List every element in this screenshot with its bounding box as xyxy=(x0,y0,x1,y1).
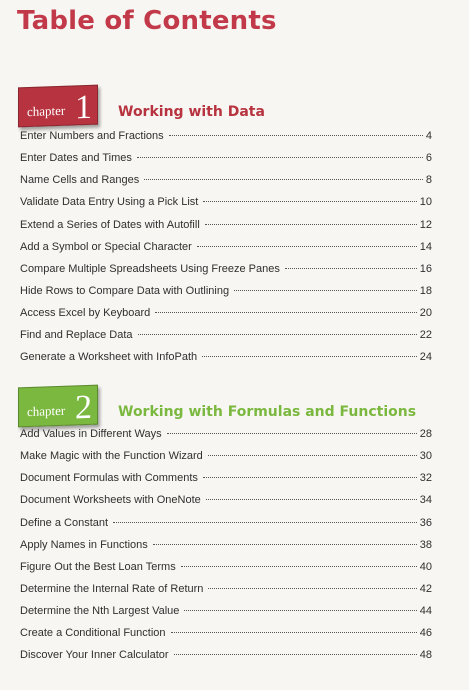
toc-entry-label: Figure Out the Best Loan Terms xyxy=(20,560,176,573)
toc-entry-label: Make Magic with the Function Wizard xyxy=(20,450,203,463)
dot-leader xyxy=(138,334,417,335)
toc-entry-label: Determine the Internal Rate of Return xyxy=(20,582,204,595)
chapter-badge-number: 2 xyxy=(75,388,92,427)
toc-entry-page-number: 24 xyxy=(419,351,432,364)
toc-entry-label: Enter Dates and Times xyxy=(20,152,132,165)
toc-entry-page-number: 40 xyxy=(419,560,432,573)
toc-entry-page-number: 36 xyxy=(419,516,432,529)
toc-entry-page-number: 48 xyxy=(419,649,432,662)
dot-leader xyxy=(153,544,417,545)
toc-entry[interactable] xyxy=(20,174,432,196)
toc-entry[interactable] xyxy=(20,196,432,218)
toc-entry-page-number: 28 xyxy=(419,428,432,440)
toc-entry-label: Determine the Nth Largest Value xyxy=(20,605,180,618)
toc-entry-label: Define a Constant xyxy=(20,516,109,529)
dot-leader xyxy=(208,588,416,589)
toc-entry[interactable] xyxy=(20,351,432,373)
toc-entry-page-number: 14 xyxy=(419,240,432,253)
toc-entry-page-number: 16 xyxy=(419,262,432,275)
toc-entry[interactable] xyxy=(20,130,432,152)
chapter-badge xyxy=(18,385,98,428)
toc-entry-page-number: 34 xyxy=(419,494,432,507)
toc-entry-page-number: 8 xyxy=(425,174,432,187)
toc-entry-page-number: 38 xyxy=(419,538,432,551)
toc-entry[interactable] xyxy=(20,285,432,307)
toc-entry[interactable] xyxy=(20,605,432,627)
toc-entry[interactable] xyxy=(20,627,432,649)
toc-entry-page-number: 44 xyxy=(419,605,432,618)
toc-entry-label: Document Formulas with Comments xyxy=(20,472,198,485)
toc-entry-page-number: 18 xyxy=(419,284,432,297)
page-title: Table of Contents xyxy=(17,6,277,36)
dot-leader xyxy=(203,201,416,202)
toc-entry-label: Hide Rows to Compare Data with Outlining xyxy=(20,284,230,297)
chapter-badge-word: chapter xyxy=(27,402,66,420)
toc-entry[interactable] xyxy=(20,450,432,472)
dot-leader xyxy=(171,632,417,633)
chapter-badge xyxy=(18,85,98,128)
toc-entry-label: Find and Replace Data xyxy=(20,329,133,342)
toc-entry[interactable] xyxy=(20,472,432,494)
dot-leader xyxy=(206,499,417,500)
dot-leader xyxy=(169,135,423,136)
toc-entry-label: Add a Symbol or Special Character xyxy=(20,240,192,253)
toc-entry-label: Validate Data Entry Using a Pick List xyxy=(20,196,199,209)
dot-leader xyxy=(234,290,417,291)
toc-entry[interactable] xyxy=(20,263,432,285)
toc-entry-page-number: 32 xyxy=(419,472,432,485)
toc-entry-label: Enter Numbers and Fractions xyxy=(20,130,164,142)
dot-leader xyxy=(113,522,417,523)
toc-entry-page-number: 46 xyxy=(419,627,432,640)
chapter-title: Working with Data xyxy=(118,104,265,120)
toc-entry-label: Compare Multiple Spreadsheets Using Freeze Panes xyxy=(20,262,280,275)
dot-leader xyxy=(197,246,417,247)
toc-entry-page-number: 12 xyxy=(419,218,432,231)
dot-leader xyxy=(203,477,417,478)
toc-entry[interactable] xyxy=(20,649,432,671)
toc-entry[interactable] xyxy=(20,329,432,351)
toc-entry-label: Apply Names in Functions xyxy=(20,538,148,551)
dot-leader xyxy=(184,610,416,611)
toc-entry-label: Generate a Worksheet with InfoPath xyxy=(20,351,198,364)
toc-entry-page-number: 20 xyxy=(419,307,432,320)
toc-entry-label: Discover Your Inner Calculator xyxy=(20,649,169,662)
toc-entry[interactable] xyxy=(20,583,432,605)
toc-list-chapter-2 xyxy=(20,428,432,672)
chapter-title: Working with Formulas and Functions xyxy=(118,404,417,420)
dot-leader xyxy=(208,455,417,456)
toc-entry[interactable] xyxy=(20,307,432,329)
dot-leader xyxy=(205,224,417,225)
toc-entry-label: Create a Conditional Function xyxy=(20,627,166,640)
toc-entry-label: Name Cells and Ranges xyxy=(20,174,140,187)
toc-entry[interactable] xyxy=(20,517,432,539)
toc-entry-page-number: 4 xyxy=(425,130,432,142)
toc-entry-page-number: 30 xyxy=(419,450,432,463)
toc-entry[interactable] xyxy=(20,241,432,263)
toc-entry[interactable] xyxy=(20,152,432,174)
dot-leader xyxy=(202,356,417,357)
toc-entry-page-number: 42 xyxy=(419,582,432,595)
toc-entry-label: Document Worksheets with OneNote xyxy=(20,494,201,507)
toc-entry-page-number: 6 xyxy=(425,152,432,165)
toc-entry-label: Add Values in Different Ways xyxy=(20,428,162,440)
dot-leader xyxy=(174,654,417,655)
toc-entry-page-number: 10 xyxy=(419,196,432,209)
chapter-badge-number: 1 xyxy=(75,88,92,127)
dot-leader xyxy=(137,157,423,158)
toc-entry[interactable] xyxy=(20,561,432,583)
toc-entry[interactable] xyxy=(20,428,432,450)
chapter-badge-word: chapter xyxy=(27,102,66,120)
dot-leader xyxy=(167,433,417,434)
toc-entry-label: Extend a Series of Dates with Autofill xyxy=(20,218,200,231)
toc-list-chapter-1 xyxy=(20,130,432,374)
toc-entry[interactable] xyxy=(20,494,432,516)
dot-leader xyxy=(181,566,417,567)
toc-entry[interactable] xyxy=(20,219,432,241)
dot-leader xyxy=(144,179,423,180)
toc-entry-page-number: 22 xyxy=(419,329,432,342)
dot-leader xyxy=(155,312,417,313)
dot-leader xyxy=(285,268,417,269)
toc-entry-label: Access Excel by Keyboard xyxy=(20,307,151,320)
toc-entry[interactable] xyxy=(20,539,432,561)
